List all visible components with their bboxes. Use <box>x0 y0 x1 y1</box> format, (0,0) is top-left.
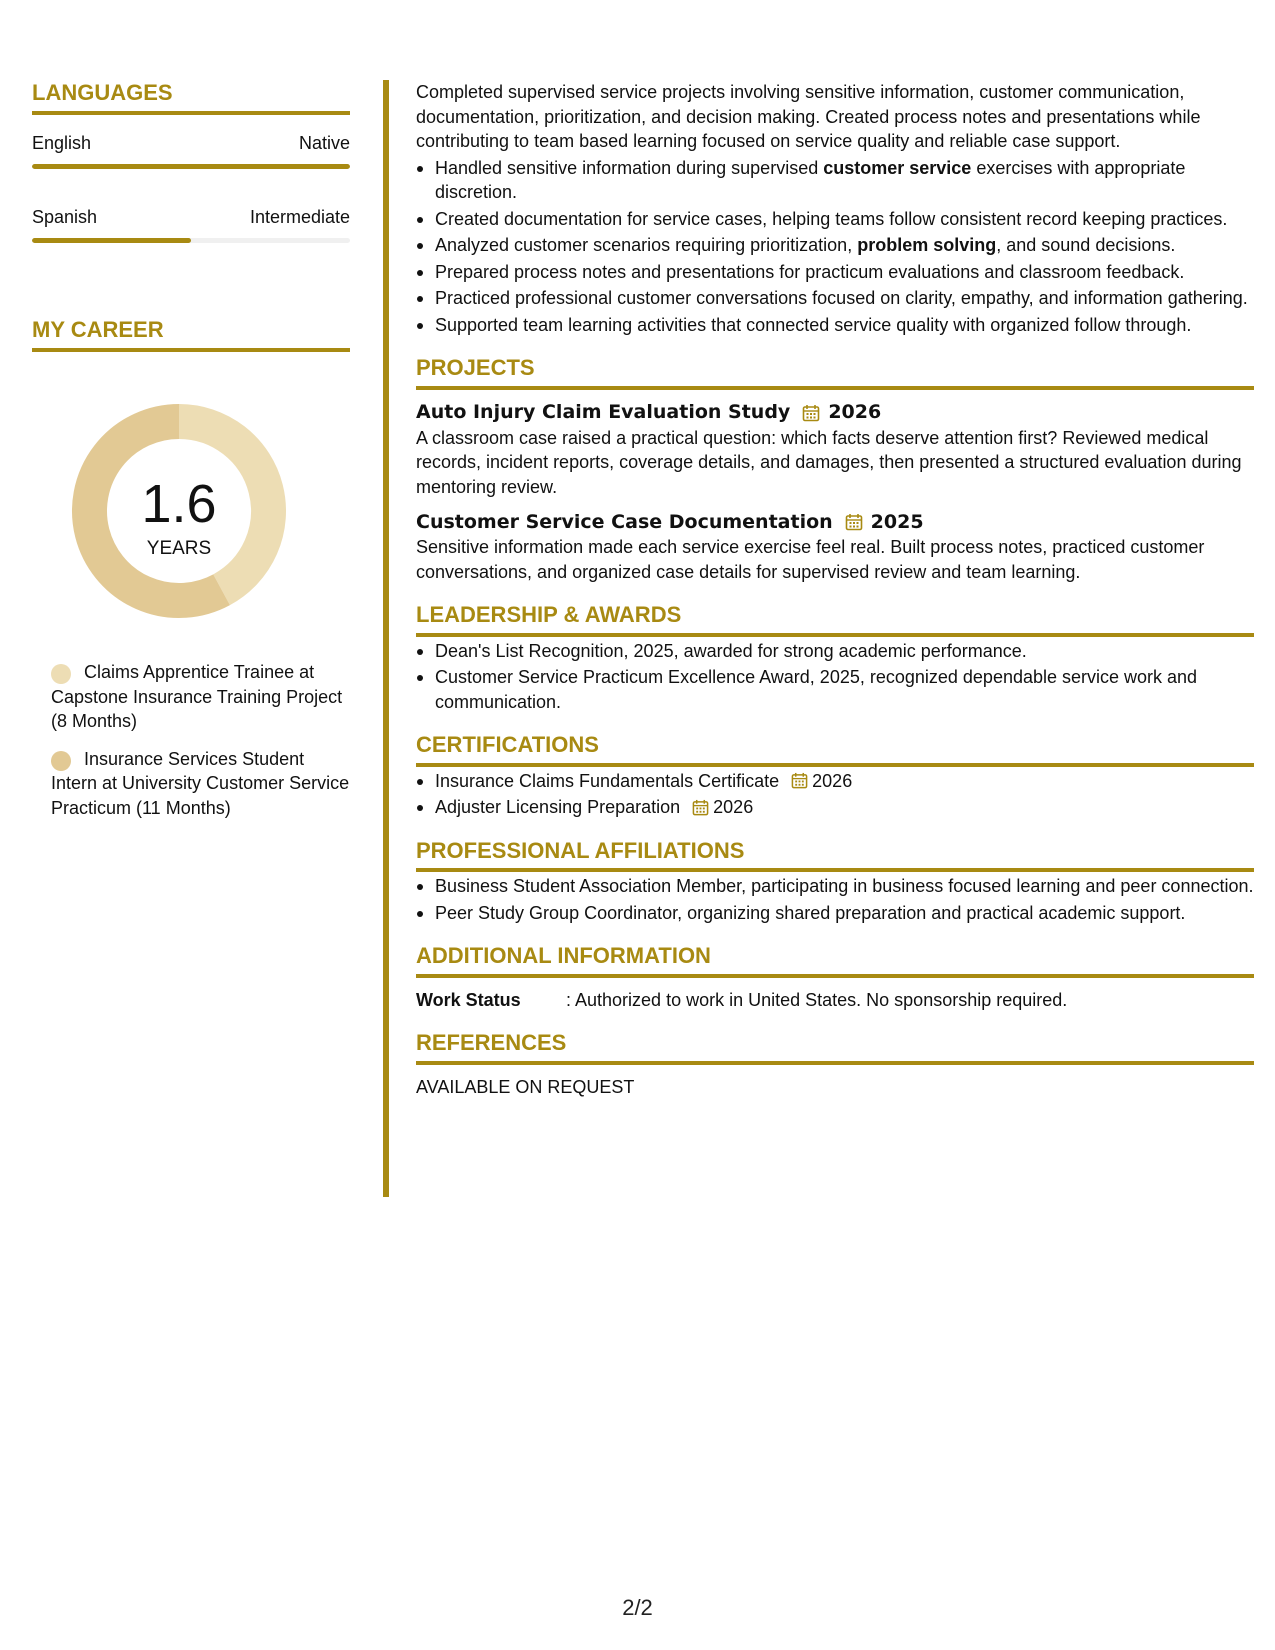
project-item <box>416 400 1254 500</box>
projects-section <box>416 356 1254 584</box>
career-heading: MY CAREER <box>32 317 350 352</box>
leadership-section <box>416 603 1254 714</box>
work-status-value: : Authorized to work in United States. No sponsorship required. <box>566 989 1068 1010</box>
work-status-label: Work Status <box>416 989 521 1010</box>
affiliations-section <box>416 839 1254 926</box>
calendar-icon <box>845 513 863 531</box>
language-item-spanish <box>32 205 350 243</box>
calendar-icon <box>791 772 808 789</box>
languages-heading: LANGUAGES <box>32 80 350 115</box>
language-proficiency-fill <box>32 238 191 243</box>
project-description: A classroom case raised a practical question: which facts deserve attention first? Reviewed medical records, incident reports, coverage details, and damages, then presented a structured evaluation during mentoring review. <box>416 427 1242 497</box>
certifications-heading: CERTIFICATIONS <box>416 733 1254 767</box>
additional-section <box>416 944 1254 1012</box>
certification-item <box>416 769 1254 794</box>
career-item-text: Claims Apprentice Trainee at Capstone Insurance Training Project (8 Months) <box>51 662 343 731</box>
certification-item <box>416 795 1254 820</box>
affiliations-heading: PROFESSIONAL AFFILIATIONS <box>416 839 1254 873</box>
career-item <box>51 660 350 734</box>
leadership-item: Customer Service Practicum Excellence Award, 2025, recognized dependable service work and communication. <box>416 665 1254 714</box>
references-heading: REFERENCES <box>416 1031 1254 1065</box>
language-proficiency-fill <box>32 164 350 169</box>
experience-summary: Completed supervised service projects involving sensitive information, customer communication, documentation, prioritization, and decision making. Created process notes and presentations while contributing to team based learning focused on service quality and reliable case support. <box>416 82 1201 151</box>
career-item-text: Insurance Services Student Intern at University Customer Service Practicum (11 Months) <box>51 748 350 818</box>
career-legend-dot <box>51 751 71 771</box>
project-name: Auto Injury Claim Evaluation Study <box>416 401 791 424</box>
references-text: AVAILABLE ON REQUEST <box>416 1076 635 1097</box>
experience-bullets <box>416 156 1254 338</box>
left-column <box>32 80 350 820</box>
calendar-icon <box>692 799 709 816</box>
experience-bullet: Prepared process notes and presentations for practicum evaluations and classroom feedback. <box>416 260 1254 285</box>
experience-bullet: Created documentation for service cases, helping teams follow consistent record keeping practices. <box>416 207 1254 232</box>
language-proficiency-bar <box>32 238 350 243</box>
career-donut-chart <box>66 398 292 624</box>
leadership-item: Dean's List Recognition, 2025, awarded for strong academic performance. <box>416 639 1254 664</box>
certification-year: 2026 <box>713 797 754 817</box>
project-item <box>416 509 1254 584</box>
right-column <box>416 80 1254 1099</box>
language-level: Native <box>298 133 350 153</box>
projects-heading: PROJECTS <box>416 356 1254 390</box>
leadership-heading: LEADERSHIP & AWARDS <box>416 603 1254 637</box>
project-year: 2025 <box>870 510 924 533</box>
page-number: 2/2 <box>622 1595 653 1620</box>
work-status-row <box>416 988 1254 1013</box>
certification-name: Adjuster Licensing Preparation <box>435 797 681 817</box>
career-total-unit: YEARS <box>146 538 212 559</box>
column-divider <box>383 80 389 1197</box>
career-list <box>32 660 350 820</box>
certifications-section <box>416 733 1254 820</box>
affiliation-item: Business Student Association Member, participating in business focused learning and peer connection. <box>416 874 1254 899</box>
experience-bullet: Analyzed customer scenarios requiring prioritization, problem solving, and sound decisions. <box>416 233 1254 258</box>
experience-bullet: Handled sensitive information during supervised customer service exercises with appropriate discretion. <box>416 156 1254 205</box>
certification-year: 2026 <box>812 770 853 791</box>
career-total-years: 1.6 <box>141 474 217 534</box>
language-level: Intermediate <box>249 207 350 227</box>
affiliation-item: Peer Study Group Coordinator, organizing shared preparation and practical academic support. <box>416 901 1254 926</box>
career-item <box>51 747 350 821</box>
certification-name: Insurance Claims Fundamentals Certificate <box>435 770 780 791</box>
experience-bullet: Practiced professional customer conversations focused on clarity, empathy, and information gathering. <box>416 286 1254 311</box>
references-section <box>416 1031 1254 1099</box>
experience-bullet: Supported team learning activities that connected service quality with organized follow through. <box>416 313 1254 338</box>
project-name: Customer Service Case Documentation <box>416 510 833 533</box>
additional-heading: ADDITIONAL INFORMATION <box>416 944 1254 978</box>
language-name: English <box>32 133 92 153</box>
project-description: Sensitive information made each service exercise feel real. Built process notes, practiced customer conversations, and organized case details for supervised review and team learning. <box>416 537 1205 582</box>
language-item-english <box>32 131 350 169</box>
career-legend-dot <box>51 664 71 684</box>
calendar-icon <box>802 404 820 422</box>
language-name: Spanish <box>32 207 98 227</box>
language-proficiency-bar <box>32 164 350 169</box>
project-year: 2026 <box>828 401 882 424</box>
